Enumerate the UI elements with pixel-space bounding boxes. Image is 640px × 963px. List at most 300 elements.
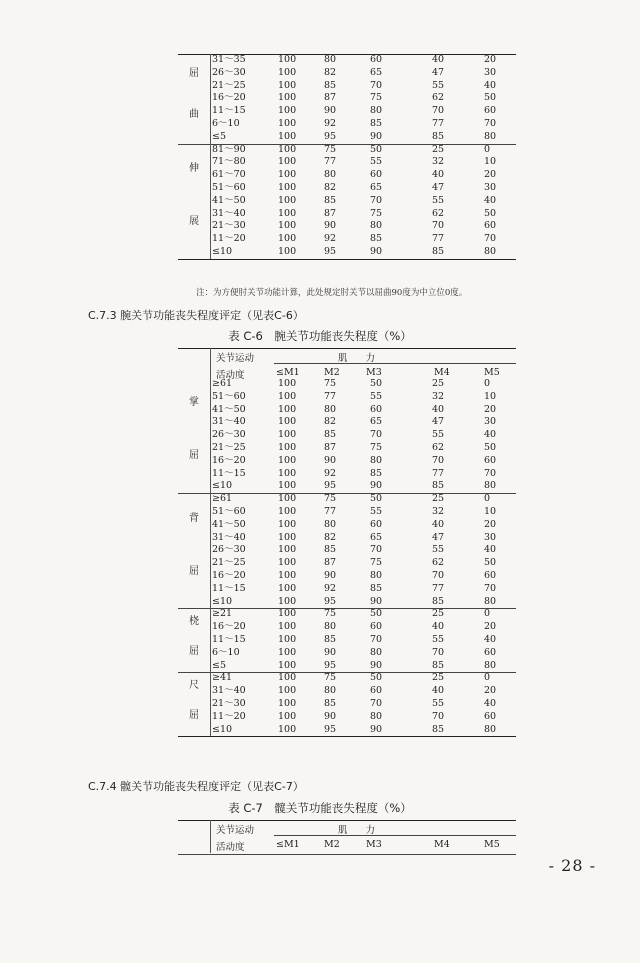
value-cell-m3: 90: [370, 245, 383, 257]
value-cell-m4: 40: [432, 403, 445, 415]
range-cell: 26～30: [212, 66, 246, 78]
value-cell-m1: 100: [278, 66, 297, 78]
value-cell-m5: 30: [484, 66, 497, 78]
range-cell: 31～40: [212, 685, 246, 697]
value-cell-m5: 60: [484, 105, 497, 117]
value-cell-m2: 85: [324, 429, 337, 441]
value-cell-m3: 60: [370, 685, 383, 697]
value-cell-m4: 47: [432, 66, 445, 78]
value-cell-m5: 20: [484, 518, 497, 530]
value-cell-m1: 100: [278, 390, 297, 402]
header-level-m5: M5: [484, 367, 500, 378]
value-cell-m3: 80: [370, 220, 383, 232]
value-cell-m3: 70: [370, 633, 383, 645]
value-cell-m1: 100: [278, 672, 297, 684]
value-cell-m4: 85: [432, 595, 445, 607]
header-muscle-label: 肌力: [338, 825, 394, 836]
range-cell: 41～50: [212, 194, 246, 206]
value-cell-m1: 100: [278, 493, 297, 505]
range-cell: 11～15: [212, 633, 246, 645]
value-cell-m5: 0: [484, 608, 491, 620]
header-muscle-label: 肌力: [338, 353, 394, 364]
group-label-char: 伸: [189, 162, 199, 174]
value-cell-m4: 32: [432, 156, 445, 168]
value-cell-m3: 70: [370, 697, 383, 709]
value-cell-m1: 100: [278, 233, 297, 245]
value-cell-m5: 60: [484, 569, 497, 581]
value-cell-m1: 100: [278, 54, 297, 65]
value-cell-m2: 82: [324, 181, 337, 193]
value-cell-m2: 80: [324, 54, 337, 65]
value-cell-m1: 100: [278, 480, 297, 492]
value-cell-m3: 50: [370, 143, 383, 155]
value-cell-m3: 90: [370, 659, 383, 671]
group-label-char: 桡: [189, 616, 199, 628]
header-level-m4: M4: [434, 839, 450, 850]
value-cell-m4: 40: [432, 54, 445, 65]
value-cell-m4: 55: [432, 633, 445, 645]
value-cell-m3: 80: [370, 646, 383, 658]
range-cell: 41～50: [212, 403, 246, 415]
value-cell-m3: 65: [370, 66, 383, 78]
value-cell-m4: 70: [432, 220, 445, 232]
value-cell-m1: 100: [278, 429, 297, 441]
value-cell-m1: 100: [278, 608, 297, 620]
group-label-char: 屈: [189, 450, 199, 462]
range-cell: 11～20: [212, 233, 246, 245]
value-cell-m4: 25: [432, 672, 445, 684]
value-cell-m3: 50: [370, 608, 383, 620]
value-cell-m5: 70: [484, 233, 497, 245]
value-cell-m5: 60: [484, 710, 497, 722]
value-cell-m4: 70: [432, 105, 445, 117]
range-cell: ≥61: [212, 378, 233, 389]
range-cell: 11～15: [212, 467, 246, 479]
value-cell-m2: 80: [324, 518, 337, 530]
value-cell-m4: 25: [432, 378, 445, 389]
group-label-char: 尺: [189, 680, 199, 692]
group-label-char: 曲: [189, 108, 199, 120]
value-cell-m5: 40: [484, 544, 497, 556]
value-cell-m1: 100: [278, 621, 297, 633]
value-cell-m1: 100: [278, 92, 297, 104]
value-cell-m1: 100: [278, 697, 297, 709]
range-cell: 16～20: [212, 621, 246, 633]
range-cell: ≥21: [212, 608, 233, 620]
value-cell-m5: 40: [484, 633, 497, 645]
value-cell-m2: 75: [324, 493, 337, 505]
range-cell: 21～30: [212, 220, 246, 232]
range-cell: 6～10: [212, 117, 240, 129]
value-cell-m1: 100: [278, 143, 297, 155]
value-cell-m4: 62: [432, 92, 445, 104]
value-cell-m4: 70: [432, 646, 445, 658]
value-cell-m1: 100: [278, 117, 297, 129]
value-cell-m5: 10: [484, 390, 497, 402]
value-cell-m4: 62: [432, 441, 445, 453]
range-cell: ≤10: [212, 723, 233, 735]
value-cell-m2: 77: [324, 505, 337, 517]
value-cell-m5: 0: [484, 493, 491, 505]
value-cell-m3: 70: [370, 429, 383, 441]
value-cell-m5: 20: [484, 54, 497, 65]
value-cell-m1: 100: [278, 582, 297, 594]
value-cell-m5: 0: [484, 378, 491, 389]
group-label-char: 屈: [189, 565, 199, 577]
range-cell: 51～60: [212, 505, 246, 517]
value-cell-m4: 25: [432, 493, 445, 505]
value-cell-m3: 80: [370, 710, 383, 722]
range-cell: ≤5: [212, 130, 227, 142]
value-cell-m3: 75: [370, 557, 383, 569]
value-cell-m1: 100: [278, 710, 297, 722]
value-cell-m5: 0: [484, 672, 491, 684]
value-cell-m4: 85: [432, 480, 445, 492]
value-cell-m3: 85: [370, 233, 383, 245]
value-cell-m3: 80: [370, 454, 383, 466]
group-label-char: 展: [189, 215, 199, 227]
header-level-m2: M2: [324, 367, 340, 378]
value-cell-m5: 80: [484, 480, 497, 492]
value-cell-m5: 60: [484, 454, 497, 466]
range-cell: 26～30: [212, 429, 246, 441]
value-cell-m2: 75: [324, 143, 337, 155]
value-cell-m4: 70: [432, 710, 445, 722]
range-cell: 11～15: [212, 105, 246, 117]
value-cell-m5: 80: [484, 595, 497, 607]
value-cell-m4: 85: [432, 130, 445, 142]
value-cell-m4: 32: [432, 505, 445, 517]
value-cell-m2: 87: [324, 92, 337, 104]
group-label-char: 背: [189, 512, 199, 524]
value-cell-m4: 70: [432, 569, 445, 581]
value-cell-m3: 80: [370, 105, 383, 117]
value-cell-m2: 95: [324, 659, 337, 671]
value-cell-m3: 55: [370, 390, 383, 402]
value-cell-m4: 47: [432, 181, 445, 193]
range-cell: 81～90: [212, 143, 246, 155]
value-cell-m4: 40: [432, 621, 445, 633]
value-cell-m1: 100: [278, 378, 297, 389]
value-cell-m1: 100: [278, 245, 297, 257]
table-note: 注：为方便肘关节功能计算，此处规定肘关节以屈曲90度为中立位0度。: [196, 288, 468, 298]
table-group: [178, 54, 516, 144]
value-cell-m2: 85: [324, 79, 337, 91]
value-cell-m1: 100: [278, 531, 297, 543]
value-cell-m2: 75: [324, 608, 337, 620]
value-cell-m3: 70: [370, 194, 383, 206]
value-cell-m3: 85: [370, 467, 383, 479]
range-cell: 21～25: [212, 79, 246, 91]
value-cell-m4: 55: [432, 544, 445, 556]
header-level-m1: ≤M1: [276, 367, 300, 378]
value-cell-m1: 100: [278, 169, 297, 181]
value-cell-m1: 100: [278, 194, 297, 206]
value-cell-m5: 60: [484, 220, 497, 232]
range-cell: 21～30: [212, 697, 246, 709]
value-cell-m1: 100: [278, 467, 297, 479]
value-cell-m5: 40: [484, 194, 497, 206]
table-group: [178, 608, 516, 672]
range-cell: 51～60: [212, 390, 246, 402]
value-cell-m4: 62: [432, 557, 445, 569]
value-cell-m4: 55: [432, 194, 445, 206]
value-cell-m1: 100: [278, 685, 297, 697]
value-cell-m1: 100: [278, 105, 297, 117]
value-cell-m5: 80: [484, 245, 497, 257]
range-cell: 61～70: [212, 169, 246, 181]
value-cell-m1: 100: [278, 454, 297, 466]
range-cell: 71～80: [212, 156, 246, 168]
range-cell: 31～40: [212, 207, 246, 219]
table-group: [178, 493, 516, 608]
table-group: [178, 672, 516, 736]
value-cell-m2: 90: [324, 454, 337, 466]
value-cell-m4: 40: [432, 169, 445, 181]
value-cell-m1: 100: [278, 569, 297, 581]
range-cell: ≤10: [212, 245, 233, 257]
value-cell-m4: 77: [432, 233, 445, 245]
value-cell-m5: 20: [484, 403, 497, 415]
range-cell: 21～25: [212, 441, 246, 453]
value-cell-m3: 90: [370, 595, 383, 607]
value-cell-m3: 75: [370, 207, 383, 219]
header-level-m3: M3: [366, 367, 382, 378]
value-cell-m2: 90: [324, 646, 337, 658]
value-cell-m2: 95: [324, 245, 337, 257]
value-cell-m1: 100: [278, 544, 297, 556]
range-cell: 31～40: [212, 531, 246, 543]
value-cell-m5: 30: [484, 181, 497, 193]
value-cell-m2: 90: [324, 220, 337, 232]
value-cell-m2: 85: [324, 194, 337, 206]
range-cell: 16～20: [212, 92, 246, 104]
value-cell-m2: 80: [324, 169, 337, 181]
value-cell-m5: 80: [484, 723, 497, 735]
value-cell-m5: 80: [484, 130, 497, 142]
value-cell-m1: 100: [278, 181, 297, 193]
value-cell-m3: 80: [370, 569, 383, 581]
value-cell-m3: 65: [370, 181, 383, 193]
group-label-char: 屈: [189, 709, 199, 721]
value-cell-m5: 70: [484, 117, 497, 129]
value-cell-m4: 77: [432, 582, 445, 594]
value-cell-m4: 47: [432, 416, 445, 428]
range-cell: ≥41: [212, 672, 233, 684]
value-cell-m5: 60: [484, 646, 497, 658]
value-cell-m2: 87: [324, 207, 337, 219]
value-cell-m3: 50: [370, 493, 383, 505]
range-cell: 6～10: [212, 646, 240, 658]
value-cell-m5: 20: [484, 169, 497, 181]
value-cell-m3: 85: [370, 117, 383, 129]
group-label-char: 屈: [189, 645, 199, 657]
value-cell-m1: 100: [278, 156, 297, 168]
value-cell-m4: 77: [432, 117, 445, 129]
value-cell-m4: 70: [432, 454, 445, 466]
value-cell-m2: 75: [324, 672, 337, 684]
value-cell-m5: 80: [484, 659, 497, 671]
value-cell-m5: 50: [484, 441, 497, 453]
page-number: - 28 -: [548, 856, 596, 875]
range-cell: 11～15: [212, 582, 246, 594]
value-cell-m1: 100: [278, 441, 297, 453]
table-caption-c6: 表 C-6 腕关节功能丧失程度（%）: [228, 329, 412, 343]
header-level-m4: M4: [434, 367, 450, 378]
section-heading-c73: C.7.3 腕关节功能丧失程度评定（见表C-6）: [88, 309, 304, 322]
value-cell-m3: 85: [370, 582, 383, 594]
value-cell-m3: 75: [370, 441, 383, 453]
value-cell-m4: 85: [432, 723, 445, 735]
value-cell-m3: 65: [370, 416, 383, 428]
group-label-char: 屈: [189, 67, 199, 79]
value-cell-m2: 85: [324, 544, 337, 556]
value-cell-m2: 90: [324, 105, 337, 117]
value-cell-m5: 0: [484, 143, 491, 155]
value-cell-m4: 62: [432, 207, 445, 219]
header-range-label: 活动度: [216, 842, 245, 853]
range-cell: ≤10: [212, 595, 233, 607]
value-cell-m3: 90: [370, 130, 383, 142]
table-caption-c7: 表 C-7 髋关节功能丧失程度（%）: [228, 801, 412, 815]
value-cell-m4: 55: [432, 429, 445, 441]
value-cell-m4: 55: [432, 79, 445, 91]
value-cell-m2: 95: [324, 480, 337, 492]
value-cell-m2: 90: [324, 569, 337, 581]
value-cell-m1: 100: [278, 220, 297, 232]
value-cell-m2: 95: [324, 130, 337, 142]
header-motion-label: 关节运动: [216, 353, 255, 364]
value-cell-m3: 70: [370, 79, 383, 91]
value-cell-m2: 82: [324, 531, 337, 543]
range-cell: ≤10: [212, 480, 233, 492]
value-cell-m2: 82: [324, 416, 337, 428]
value-cell-m1: 100: [278, 416, 297, 428]
value-cell-m2: 77: [324, 390, 337, 402]
value-cell-m2: 92: [324, 117, 337, 129]
table-group: [178, 144, 516, 259]
value-cell-m2: 85: [324, 633, 337, 645]
value-cell-m3: 60: [370, 518, 383, 530]
value-cell-m1: 100: [278, 403, 297, 415]
value-cell-m5: 30: [484, 416, 497, 428]
value-cell-m5: 50: [484, 207, 497, 219]
header-motion-label: 关节运动: [216, 825, 255, 836]
range-cell: 51～60: [212, 181, 246, 193]
value-cell-m2: 92: [324, 233, 337, 245]
range-cell: ≥61: [212, 493, 233, 505]
value-cell-m5: 50: [484, 92, 497, 104]
value-cell-m3: 60: [370, 169, 383, 181]
elbow-function-table: [178, 54, 516, 259]
range-cell: 16～20: [212, 454, 246, 466]
value-cell-m4: 85: [432, 659, 445, 671]
value-cell-m4: 40: [432, 518, 445, 530]
value-cell-m1: 100: [278, 518, 297, 530]
value-cell-m3: 55: [370, 156, 383, 168]
value-cell-m1: 100: [278, 130, 297, 142]
value-cell-m4: 40: [432, 685, 445, 697]
value-cell-m4: 25: [432, 143, 445, 155]
value-cell-m3: 50: [370, 672, 383, 684]
value-cell-m3: 50: [370, 378, 383, 389]
value-cell-m1: 100: [278, 207, 297, 219]
value-cell-m1: 100: [278, 659, 297, 671]
range-cell: 11～20: [212, 710, 246, 722]
range-cell: 26～30: [212, 544, 246, 556]
value-cell-m2: 92: [324, 467, 337, 479]
value-cell-m2: 80: [324, 685, 337, 697]
section-heading-c74: C.7.4 髋关节功能丧失程度评定（见表C-7）: [88, 780, 304, 793]
header-range-label: 活动度: [216, 370, 245, 381]
value-cell-m2: 82: [324, 66, 337, 78]
value-cell-m1: 100: [278, 646, 297, 658]
value-cell-m5: 40: [484, 697, 497, 709]
value-cell-m5: 70: [484, 467, 497, 479]
value-cell-m5: 50: [484, 557, 497, 569]
value-cell-m2: 85: [324, 697, 337, 709]
value-cell-m3: 90: [370, 480, 383, 492]
value-cell-m2: 75: [324, 378, 337, 389]
value-cell-m5: 20: [484, 621, 497, 633]
value-cell-m2: 87: [324, 441, 337, 453]
value-cell-m2: 95: [324, 595, 337, 607]
value-cell-m4: 77: [432, 467, 445, 479]
value-cell-m5: 10: [484, 505, 497, 517]
group-label-char: 掌: [189, 397, 199, 409]
range-cell: 21～25: [212, 557, 246, 569]
value-cell-m5: 10: [484, 156, 497, 168]
value-cell-m4: 47: [432, 531, 445, 543]
value-cell-m5: 40: [484, 79, 497, 91]
header-level-m3: M3: [366, 839, 382, 850]
value-cell-m2: 87: [324, 557, 337, 569]
value-cell-m3: 65: [370, 531, 383, 543]
value-cell-m2: 80: [324, 621, 337, 633]
value-cell-m2: 80: [324, 403, 337, 415]
value-cell-m3: 55: [370, 505, 383, 517]
value-cell-m4: 85: [432, 245, 445, 257]
value-cell-m3: 70: [370, 544, 383, 556]
range-cell: 16～20: [212, 569, 246, 581]
value-cell-m2: 92: [324, 582, 337, 594]
table-group: [178, 378, 516, 493]
value-cell-m1: 100: [278, 505, 297, 517]
value-cell-m3: 90: [370, 723, 383, 735]
value-cell-m3: 60: [370, 403, 383, 415]
header-level-m2: M2: [324, 839, 340, 850]
value-cell-m4: 32: [432, 390, 445, 402]
header-level-m1: ≤M1: [276, 839, 300, 850]
value-cell-m5: 40: [484, 429, 497, 441]
header-level-m5: M5: [484, 839, 500, 850]
value-cell-m5: 20: [484, 685, 497, 697]
value-cell-m1: 100: [278, 595, 297, 607]
range-cell: ≤5: [212, 659, 227, 671]
value-cell-m4: 25: [432, 608, 445, 620]
value-cell-m3: 75: [370, 92, 383, 104]
value-cell-m5: 30: [484, 531, 497, 543]
value-cell-m1: 100: [278, 633, 297, 645]
value-cell-m2: 90: [324, 710, 337, 722]
value-cell-m1: 100: [278, 557, 297, 569]
value-cell-m1: 100: [278, 79, 297, 91]
value-cell-m1: 100: [278, 723, 297, 735]
wrist-function-table: [178, 378, 516, 736]
value-cell-m3: 60: [370, 54, 383, 65]
value-cell-m3: 60: [370, 621, 383, 633]
value-cell-m4: 55: [432, 697, 445, 709]
